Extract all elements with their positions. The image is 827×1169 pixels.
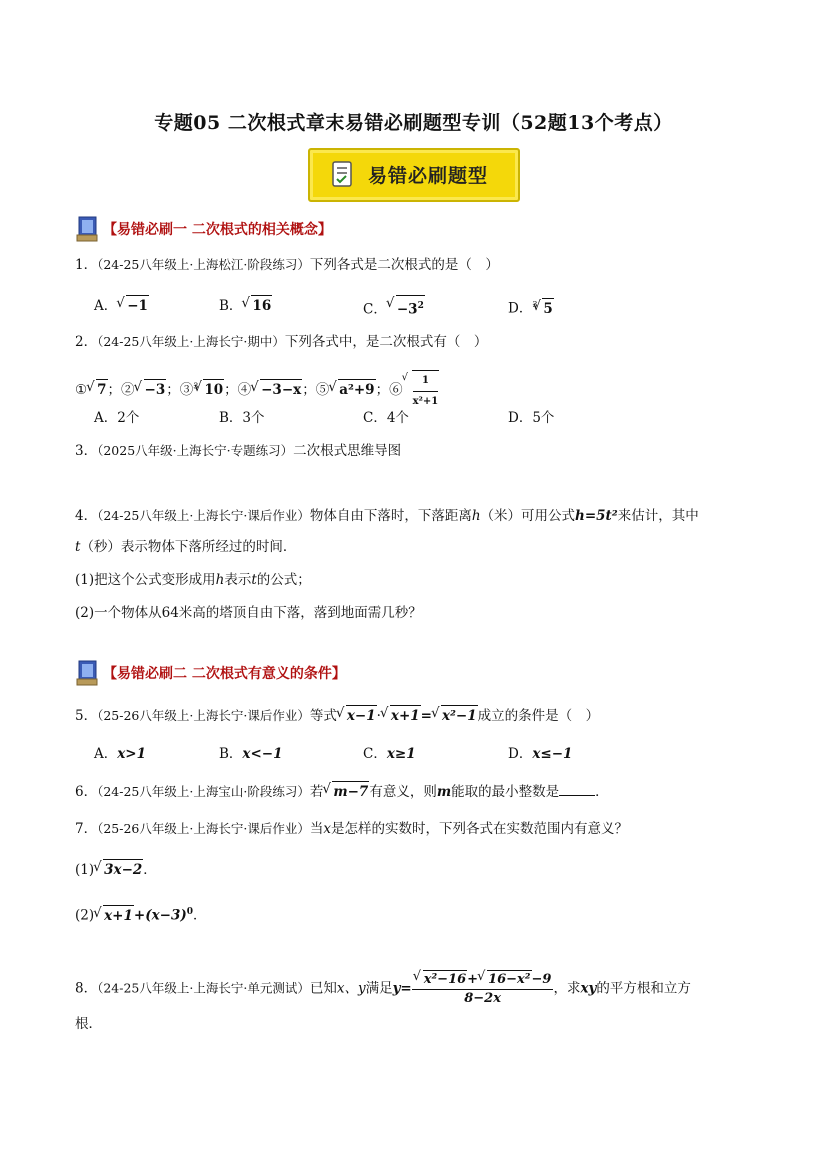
- q2-option-b: B．3个: [219, 410, 265, 426]
- q4-sub-2: (2)一个物体从64米高的塔顶自由下落，落到地面需几秒？: [75, 605, 422, 621]
- q4-sub-1: (1)把这个公式变形成用h表示t的公式；: [75, 572, 311, 588]
- question-3: 3．（2025八年级·上海长宁·专题练习）二次根式思维导图: [75, 443, 402, 459]
- section-header-1: [75, 214, 332, 244]
- q5-option-c: C．x≥1: [363, 746, 416, 762]
- book-icon: [75, 215, 99, 243]
- q7-sub-1: (1)√ 3x−2．: [75, 859, 157, 880]
- q1-option-c: C．√ $-3^2$: [363, 295, 425, 320]
- question-6: 6．（24-25八年级上·上海宝山·阶段练习）若√ m−7有意义，则m能取的最小整数是 ．: [75, 781, 609, 802]
- q4-line-2: t（秒）表示物体下落所经过的时间．: [75, 539, 297, 555]
- section-header-2: [75, 658, 346, 688]
- answer-blank: [559, 781, 595, 796]
- q5-option-a: A．x>1: [94, 746, 147, 762]
- q8-line-2: 根．: [75, 1016, 102, 1032]
- page-title: 专题05 二次根式章末易错必刷题型专训（52题13个考点）: [154, 112, 673, 134]
- question-2: 2．（24-25八年级上·上海长宁·期中）下列各式中，是二次根式有（ ）: [75, 334, 488, 350]
- q2-option-a: A．2个: [94, 410, 140, 426]
- banner-label: 易错必刷题型: [368, 165, 489, 187]
- q5-option-d: D．x≤−1: [508, 746, 573, 762]
- document-checklist-icon: [332, 161, 354, 188]
- question-5: 5．（25-26八年级上·上海长宁·课后作业）等式√ x−1·√ x+1=√ x²−1成立的条件是（ ）: [75, 705, 599, 726]
- section-title: 【易错必刷二 二次根式有意义的条件】: [103, 666, 346, 682]
- q2-option-d: D．5个: [508, 410, 555, 426]
- q2-option-c: C．4个: [363, 410, 409, 426]
- question-1: 1．（24-25八年级上·上海松江·阶段练习）下列各式是二次根式的是（ ）: [75, 257, 499, 273]
- book-icon: [75, 659, 99, 687]
- section-title: 【易错必刷一 二次根式的相关概念】: [103, 222, 332, 238]
- question-4: 4．（24-25八年级上·上海长宁·课后作业）物体自由下落时，下落距离h（米）可用公式h=5t²来估计，其中: [75, 508, 699, 524]
- q1-option-d: D．$^3$√ 5: [508, 295, 554, 319]
- q1-option-a: A．√ −1: [94, 295, 149, 316]
- question-8: 8．（24-25八年级上·上海长宁·单元测试）已知x、y满足y= √ $\frac{\text{x²−16+√ 16−x²−9}}{8-2x}$ ，求xy的平方根和立方: [75, 970, 691, 1008]
- q1-option-b: B．√ 16: [219, 295, 272, 316]
- q7-sub-2: (2)√ $x+1+(x-3)^0$．: [75, 902, 207, 926]
- question-7: 7．（25-26八年级上·上海长宁·课后作业）当x是怎样的实数时，下列各式在实数范围内有意义？: [75, 821, 628, 837]
- q5-option-b: B．x<−1: [219, 746, 283, 762]
- q2-expressions: ①√ 7；②√ −3；③$^3$√ 10；④√ −3−x；⑤√ a²+9；⑥ √ $\frac{1}{\text{x²+1}}$: [75, 370, 439, 412]
- section-banner: [308, 148, 520, 202]
